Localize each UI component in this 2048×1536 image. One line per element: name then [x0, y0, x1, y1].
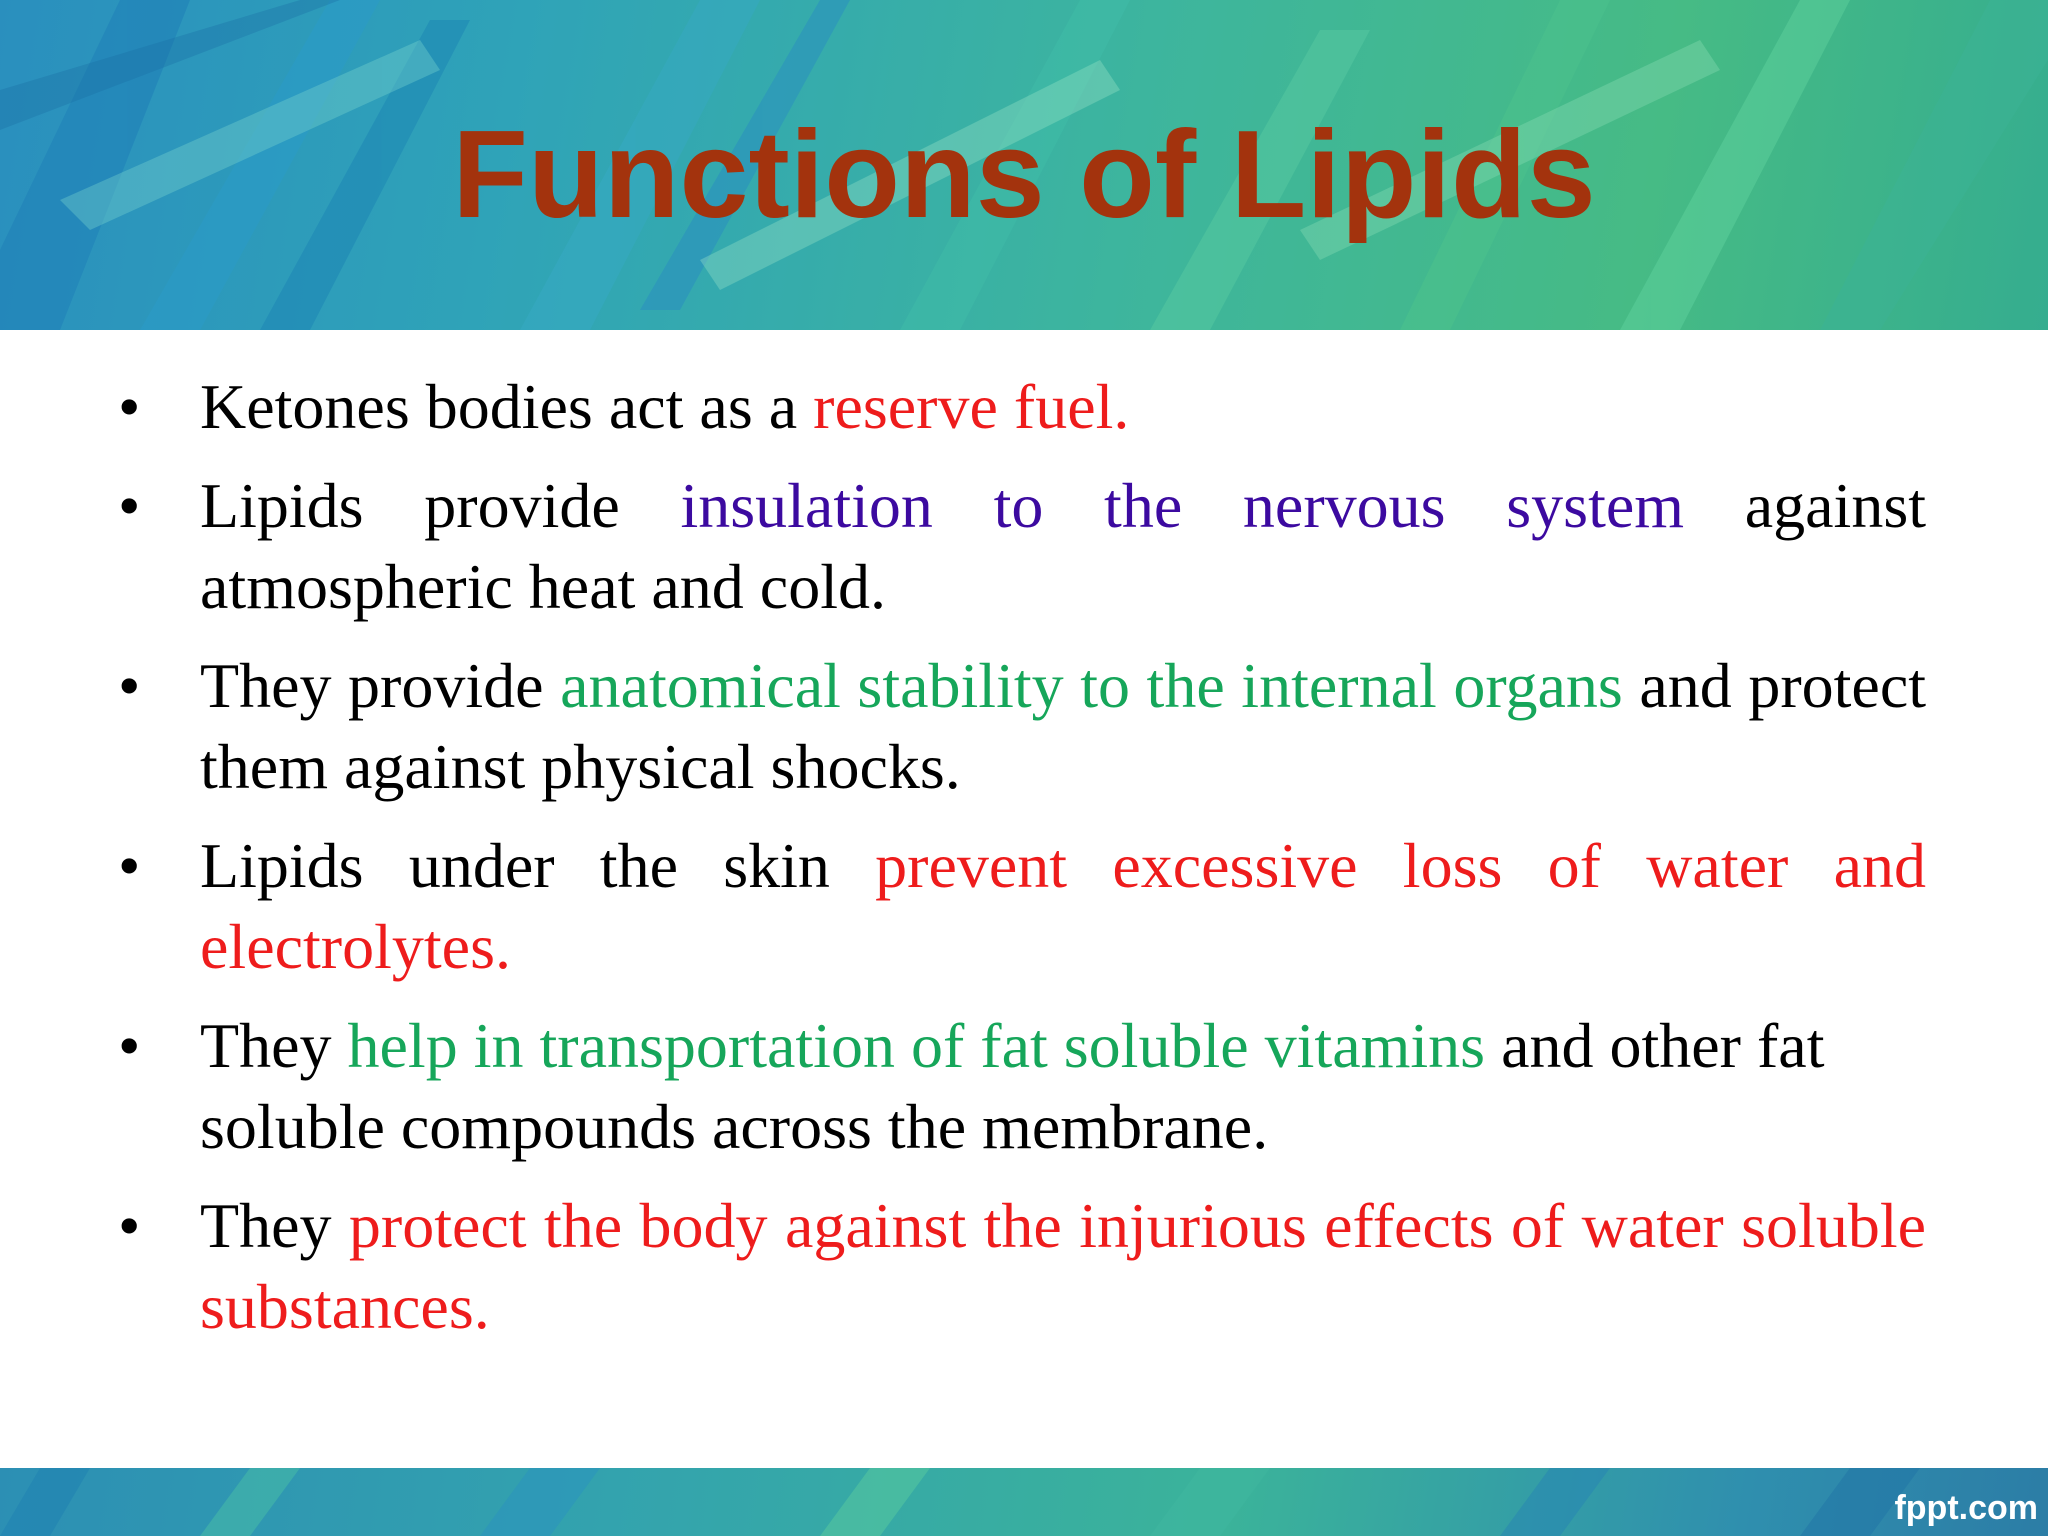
bullet-dot: • — [118, 650, 141, 721]
header-banner — [0, 0, 2048, 330]
bullet-text: Lipids provide — [200, 470, 681, 541]
bullet-dot: • — [118, 830, 141, 901]
bullet-item-water-loss — [118, 825, 1926, 987]
bullet-item-protection — [118, 1185, 1926, 1347]
bullet-text: and other fat soluble compounds across the membrane. — [200, 1010, 1825, 1162]
bullet-text: against atmospheric heat and cold. — [200, 470, 1927, 622]
bullet-dot: • — [118, 1010, 141, 1081]
highlight-text: reserve fuel. — [813, 371, 1130, 442]
highlight-text: insulation to the nervous system — [680, 470, 1685, 541]
bullet-dot: • — [118, 1190, 141, 1261]
highlight-text: help in transportation of fat soluble vitamins — [347, 1010, 1486, 1081]
bullet-text: They — [200, 1010, 348, 1081]
bullet-item-vitamin-transport — [118, 1005, 1926, 1167]
bullet-text: Ketones bodies act as a — [200, 371, 814, 442]
bullet-list — [118, 366, 1926, 1365]
bullet-text: and protect them against physical shocks. — [200, 650, 1927, 802]
bullet-item-anatomical-stability — [118, 645, 1926, 807]
bullet-dot: • — [118, 371, 141, 442]
highlight-text: anatomical stability to the internal organs — [560, 650, 1623, 721]
footer-banner — [0, 1468, 2048, 1536]
highlight-text: protect the body against the injurious effects of water soluble substances. — [200, 1190, 1926, 1342]
footer-brush-texture — [0, 1468, 2048, 1536]
bullet-item-insulation — [118, 465, 1926, 627]
bullet-text: They — [200, 1190, 349, 1261]
bullet-text: Lipids under the skin — [200, 830, 876, 901]
footer-brand: fppt.com — [1894, 1489, 2038, 1527]
bullet-dot: • — [118, 470, 141, 541]
bullet-text: They provide — [200, 650, 561, 721]
highlight-text: prevent excessive loss of water and electrolytes. — [200, 830, 1927, 982]
slide-title: Functions of Lipids — [452, 106, 1596, 244]
bullet-item-reserve-fuel — [118, 366, 1926, 447]
